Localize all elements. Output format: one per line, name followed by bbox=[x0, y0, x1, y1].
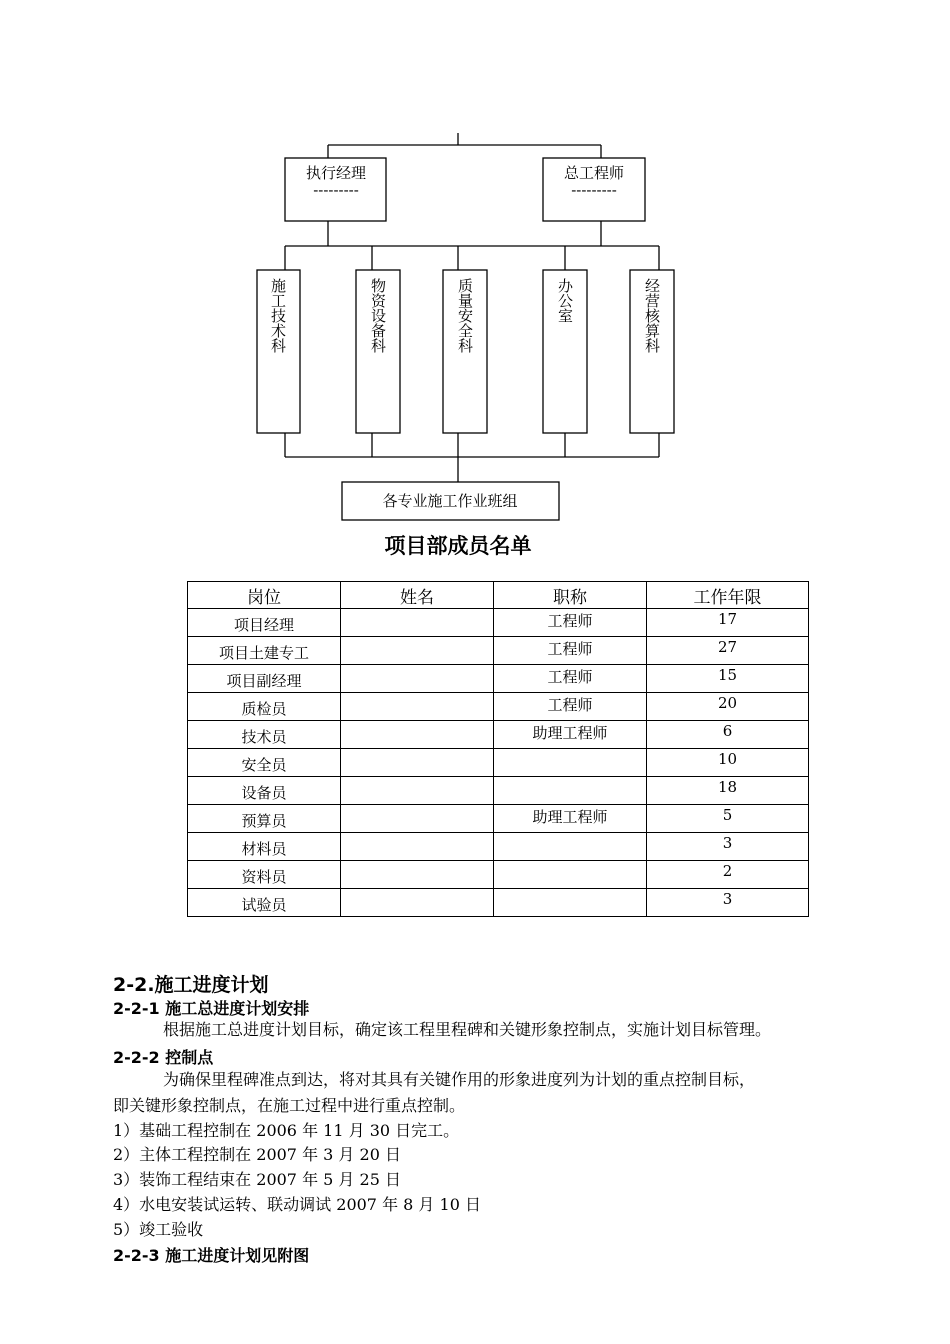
cell-name bbox=[341, 665, 494, 693]
cell-name bbox=[341, 749, 494, 777]
cell-name bbox=[341, 637, 494, 665]
cell-name bbox=[341, 777, 494, 805]
table-row bbox=[188, 889, 809, 917]
cell-years: 3 bbox=[647, 889, 809, 917]
header-years: 工作年限 bbox=[647, 582, 809, 609]
cell-title bbox=[494, 861, 647, 889]
cell-years: 2 bbox=[647, 861, 809, 889]
table-row bbox=[188, 777, 809, 805]
chief-engineer-sub: --------- bbox=[571, 181, 617, 199]
table-row bbox=[188, 833, 809, 861]
cell-title bbox=[494, 749, 647, 777]
org-chart bbox=[0, 0, 950, 530]
dept-label-office: 办公室 bbox=[556, 278, 574, 323]
cell-name bbox=[341, 805, 494, 833]
cell-position: 项目副经理 bbox=[188, 665, 341, 693]
table-row bbox=[188, 749, 809, 777]
table-row bbox=[188, 721, 809, 749]
cell-title: 工程师 bbox=[494, 665, 647, 693]
subsection-2-heading: 2-2-2 控制点 bbox=[113, 1048, 214, 1067]
subsection-1-heading: 2-2-1 施工总进度计划安排 bbox=[113, 999, 310, 1018]
cell-years: 15 bbox=[647, 665, 809, 693]
cell-position: 材料员 bbox=[188, 833, 341, 861]
cell-name bbox=[341, 721, 494, 749]
cell-position: 设备员 bbox=[188, 777, 341, 805]
exec-manager-sub: --------- bbox=[313, 181, 359, 199]
header-title: 职称 bbox=[494, 582, 647, 609]
staff-table bbox=[187, 581, 809, 917]
cell-position: 预算员 bbox=[188, 805, 341, 833]
control-point-item: 3）装饰工程结束在 2007 年 5 月 25 日 bbox=[113, 1170, 401, 1189]
exec-manager-title: 执行经理 bbox=[305, 164, 367, 182]
dept-label-materials: 物资设备科 bbox=[369, 278, 387, 353]
cell-title bbox=[494, 833, 647, 861]
subsection-2-text-line1: 为确保里程碑准点到达，将对其具有关键作用的形象进度列为计划的重点控制目标， bbox=[163, 1070, 756, 1089]
subsection-3-heading: 2-2-3 施工进度计划见附图 bbox=[113, 1246, 310, 1265]
cell-position: 项目经理 bbox=[188, 609, 341, 637]
dept-label-quality: 质量安全科 bbox=[456, 278, 474, 353]
cell-position: 安全员 bbox=[188, 749, 341, 777]
cell-title bbox=[494, 777, 647, 805]
table-row bbox=[188, 665, 809, 693]
cell-years: 17 bbox=[647, 609, 809, 637]
cell-position: 技术员 bbox=[188, 721, 341, 749]
cell-position: 项目土建专工 bbox=[188, 637, 341, 665]
cell-title: 工程师 bbox=[494, 693, 647, 721]
table-row bbox=[188, 805, 809, 833]
cell-title: 助理工程师 bbox=[494, 721, 647, 749]
cell-name bbox=[341, 833, 494, 861]
cell-years: 18 bbox=[647, 777, 809, 805]
cell-position: 资料员 bbox=[188, 861, 341, 889]
control-point-item: 5）竣工验收 bbox=[113, 1220, 204, 1239]
cell-years: 5 bbox=[647, 805, 809, 833]
cell-name bbox=[341, 609, 494, 637]
dept-label-tech: 施工技术科 bbox=[269, 278, 287, 353]
header-name: 姓名 bbox=[341, 582, 494, 609]
table-row bbox=[188, 861, 809, 889]
table-row bbox=[188, 637, 809, 665]
cell-title bbox=[494, 889, 647, 917]
cell-name bbox=[341, 861, 494, 889]
cell-years: 3 bbox=[647, 833, 809, 861]
control-point-item: 4）水电安装试运转、联动调试 2007 年 8 月 10 日 bbox=[113, 1195, 481, 1214]
cell-name bbox=[341, 693, 494, 721]
cell-name bbox=[341, 889, 494, 917]
cell-years: 20 bbox=[647, 693, 809, 721]
cell-position: 质检员 bbox=[188, 693, 341, 721]
control-point-item: 2）主体工程控制在 2007 年 3 月 20 日 bbox=[113, 1145, 401, 1164]
dept-label-accounting: 经营核算科 bbox=[643, 278, 661, 353]
work-teams-label: 各专业施工作业班组 bbox=[382, 492, 518, 510]
cell-years: 10 bbox=[647, 749, 809, 777]
subsection-2-text-line2: 即关键形象控制点，在施工过程中进行重点控制。 bbox=[113, 1096, 466, 1115]
table-header-row bbox=[188, 582, 809, 609]
control-point-item: 1）基础工程控制在 2006 年 11 月 30 日完工。 bbox=[113, 1121, 460, 1140]
cell-position: 试验员 bbox=[188, 889, 341, 917]
chief-engineer-title: 总工程师 bbox=[563, 164, 625, 182]
cell-years: 6 bbox=[647, 721, 809, 749]
section-heading: 2-2.施工进度计划 bbox=[113, 974, 269, 996]
subsection-1-text: 根据施工总进度计划目标，确定该工程里程碑和关键形象控制点，实施计划目标管理。 bbox=[163, 1020, 772, 1039]
cell-title: 工程师 bbox=[494, 609, 647, 637]
staff-list-title: 项目部成员名单 bbox=[384, 534, 532, 558]
table-row bbox=[188, 693, 809, 721]
header-position: 岗位 bbox=[188, 582, 341, 609]
table-row bbox=[188, 609, 809, 637]
cell-title: 助理工程师 bbox=[494, 805, 647, 833]
cell-title: 工程师 bbox=[494, 637, 647, 665]
cell-years: 27 bbox=[647, 637, 809, 665]
